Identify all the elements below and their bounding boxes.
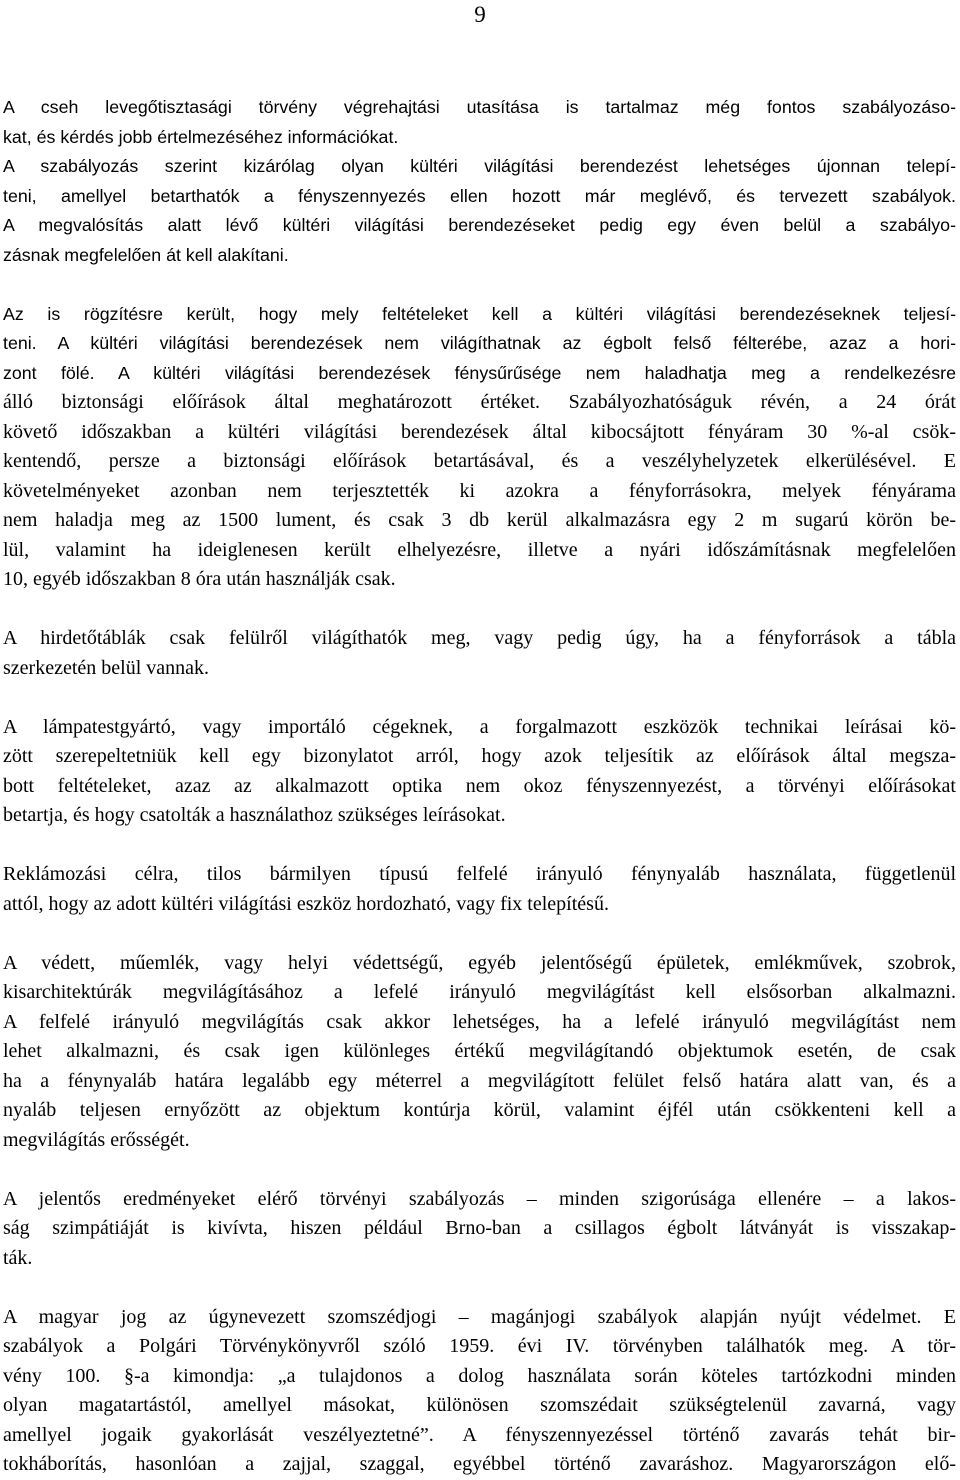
text-line: attól, hogy az adott kültéri világítási eszköz hordozható, vagy fix telepítésű. xyxy=(3,892,609,915)
text-line: követelményeket azonban nem terjesztették ki azokra a fényforrásokra, melyek fényárama xyxy=(3,479,956,502)
text-line: ták. xyxy=(3,1246,33,1269)
text-line: A magyar jog az úgynevezett szomszédjogi – magánjogi szabályok alapján nyújt védelmet. E xyxy=(3,1305,956,1328)
text-line: álló biztonsági előírások által meghatározott értéket. Szabályozhatóságuk révén, a 24 órát xyxy=(3,391,956,413)
text-line: A lámpatestgyártó, vagy importáló cégeknek, a forgalmazott eszközök technikai leírásai kö- xyxy=(3,715,956,738)
text-line: olyan magatartástól, amellyel másokat, különösen szomszédait szükségtelenül zavarná, vagy xyxy=(3,1394,956,1416)
text-line: szabályok a Polgári Törvénykönyvről szóló 1959. évi IV. törvényben találhatók meg. A tör- xyxy=(3,1335,956,1357)
text-line: A megvalósítás alatt lévő kültéri világítási berendezéseket pedig egy éven belül a szabályo- xyxy=(3,215,956,235)
text-line: A hirdetőtáblák csak felülről világíthatók meg, vagy pedig úgy, ha a fényforrások a tábla xyxy=(3,627,956,649)
text-line: zásnak megfelelően át kell alakítani. xyxy=(3,244,289,265)
text-line: 10, egyéb időszakban 8 óra után használják csak. xyxy=(3,568,396,590)
paragraph-gap xyxy=(3,919,956,949)
text-line: bott feltételeket, azaz az alkalmazott optika nem okoz fényszennyezést, a törvényi előírásokat xyxy=(3,774,956,797)
text-line: A szabályozás szerint kizárólag olyan kültéri világítási berendezést lehetséges újonnan telepí- xyxy=(3,156,956,176)
text-line: ság szimpátiáját is kivívta, hiszen például Brno-ban a csillagos égbolt látványát is visszakap- xyxy=(3,1217,956,1239)
paragraph-gap xyxy=(3,1155,956,1185)
text-line: megvilágítás erősségét. xyxy=(3,1128,190,1151)
text-line: ha a fénynyaláb határa legalább egy méterrel a megvilágított felület felső határa alatt van, és a xyxy=(3,1069,956,1092)
text-line: szerkezetén belül vannak. xyxy=(3,656,210,679)
text-line: követő időszakban a kültéri világítási berendezések által kibocsájtott fényáram 30 %-al csök- xyxy=(3,420,956,443)
text-line: amellyel jogaik gyakorlását veszélyeztetné”. A fényszennyezéssel történő zavarás tehát bir- xyxy=(3,1423,956,1446)
paragraph-gap xyxy=(3,595,956,625)
text-line: zött szerepeltetniük kell egy bizonylatot arról, hogy azok teljesítik az előírások által megsza- xyxy=(3,745,956,767)
text-line: A védett, műemlék, vagy helyi védettségű, egyéb jelentőségű épületek, emlékművek, szobrok, xyxy=(3,951,956,974)
text-line: A jelentős eredményeket elérő törvényi szabályozás – minden szigorúsága ellenére – a lakos- xyxy=(3,1187,956,1210)
text-line: kisarchitektúrák megvilágításához a lefelé irányuló megvilágítást kell elsősorban alkalmazni. xyxy=(3,981,956,1003)
text-line: kat, és kérdés jobb értelmezéséhez információkat. xyxy=(3,126,399,147)
paragraph-gap xyxy=(3,683,956,713)
text-line: A felfelé irányuló megvilágítás csak akkor lehetséges, ha a lefelé irányuló megvilágítást nem xyxy=(3,1010,956,1033)
page-number: 9 xyxy=(474,2,486,27)
text-line: teni, amellyel betarthatók a fényszennyezés ellen hozott már meglévő, és tervezett szabályok. xyxy=(3,185,956,206)
paragraph-gap xyxy=(3,1273,956,1303)
text-line: kentendő, persze a biztonsági előírások betartásával, és a veszélyhelyzetek elkerülésével. E xyxy=(3,450,956,472)
text-line: tokháborítás, hasonlóan a zajjal, szaggal, egyébbel történő zavaráshoz. Magyarországon elő- xyxy=(3,1453,956,1475)
text-line: nem haladja meg az 1500 lument, és csak 3 db kerül alkalmazásra egy 2 m sugarú körön be- xyxy=(3,509,956,531)
body-text xyxy=(3,93,956,1480)
text-line: Az is rögzítésre került, hogy mely feltételeket kell a kültéri világítási berendezéseknek teljesí- xyxy=(3,303,956,324)
paragraph-gap xyxy=(3,270,956,300)
text-line: lül, valamint ha ideiglenesen került elhelyezésre, illetve a nyári időszámításnak megfelelően xyxy=(3,538,956,561)
paragraph-gap xyxy=(3,831,956,861)
text-line: nyaláb teljesen ernyőzött az objektum kontúrja körül, valamint éjfél után csökkenteni kell a xyxy=(3,1099,956,1121)
text-line: vény 100. §-a kimondja: „a tulajdonos a dolog használata során köteles tartózkodni minden xyxy=(3,1364,956,1387)
text-line: lehet alkalmazni, és csak igen különleges értékű megvilágítandó objektumok esetén, de csak xyxy=(3,1040,956,1062)
text-line: zont fölé. A kültéri világítási berendezések fénysűrűsége nem haladhatja meg a rendelkezésre xyxy=(3,362,956,383)
text-line: betartja, és hogy csatolták a használathoz szükséges leírásokat. xyxy=(3,804,506,826)
text-line: A cseh levegőtisztasági törvény végrehajtási utasítása is tartalmaz még fontos szabályozáso- xyxy=(3,97,956,117)
text-line: teni. A kültéri világítási berendezések nem világíthatnak az égbolt felső félterébe, azaz a hori- xyxy=(3,333,956,353)
text-line: Reklámozási célra, tilos bármilyen típusú felfelé irányuló fénynyaláb használata, függetlenül xyxy=(3,863,956,885)
